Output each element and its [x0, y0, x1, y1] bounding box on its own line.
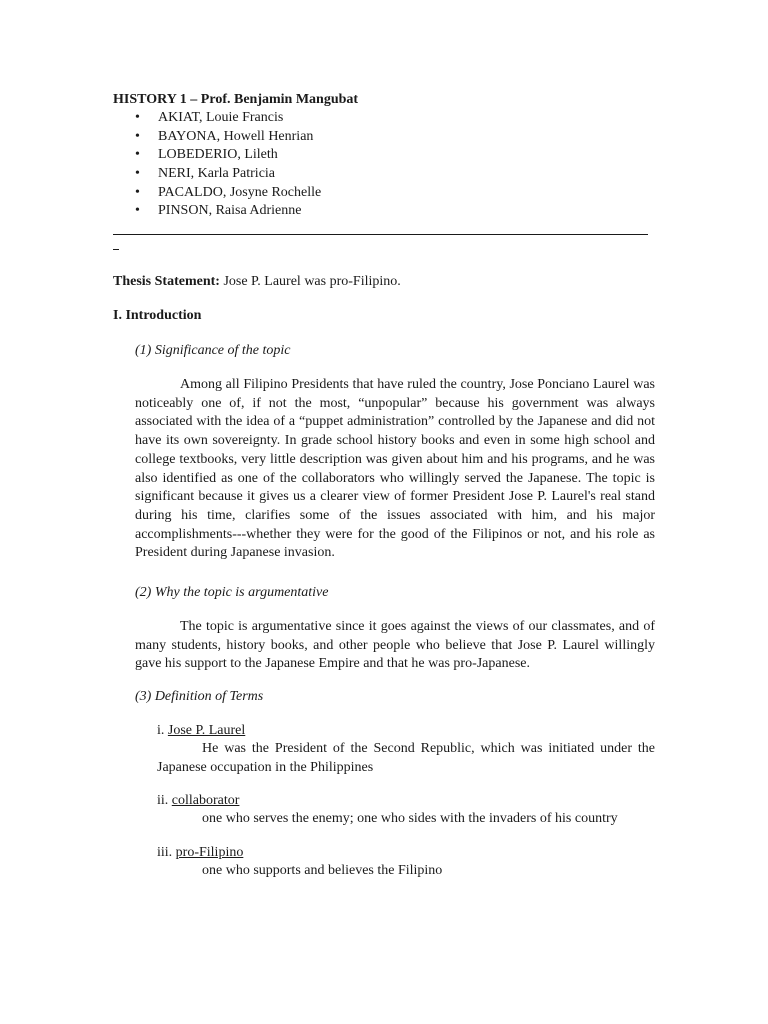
term-word: Jose P. Laurel: [167, 723, 246, 738]
list-item: [113, 202, 321, 221]
divider-tail: [113, 249, 119, 250]
term-numeral: ii.: [157, 793, 169, 808]
term-word: collaborator: [171, 793, 240, 808]
member-name: PACALDO, Josyne Rochelle: [158, 184, 322, 200]
bullet-icon: •: [135, 110, 140, 125]
horizontal-divider: [113, 234, 648, 235]
bullet-icon: •: [135, 166, 140, 182]
thesis-statement: [113, 273, 401, 292]
term-definition: He was the President of the Second Republic, which was initiated under the Japanese occupation in the Philippines: [157, 741, 655, 775]
thesis-text: Jose P. Laurel was pro-Filipino.: [223, 274, 401, 289]
definitions-heading: (3) Definition of Terms: [135, 689, 264, 704]
member-name: LOBEDERIO, Lileth: [158, 147, 278, 163]
significance-paragraph: Among all Filipino Presidents that have ruled the country, Jose Ponciano Laurel was noticeably one of, if not the most, “unpopular” because his government was always associated with the idea of a “puppet administration” controlled by the Japanese and did not have its own sovereignty. In grade school history books and even in some high school and college textbooks, very little description was given about him and his programs, and he was also identified as one of the collaborators who willingly served the Japanese. The topic is significant because it gives us a clearer view of former President Jose P. Laurel's real stand during his time, clarifies some of the issues associated with him, and his major accomplishments---whether they were for the good of the Filipinos or not, and his role as President during Japanese invasion.: [135, 377, 655, 561]
list-item: [113, 128, 321, 147]
list-item: [113, 165, 321, 184]
list-item: [113, 109, 321, 128]
term-item: [157, 722, 245, 741]
term-definition: one who serves the enemy; one who sides with the invaders of his country: [202, 811, 618, 826]
term-numeral: iii.: [157, 845, 173, 860]
term-item: [157, 844, 243, 863]
bullet-icon: •: [135, 184, 140, 200]
introduction-heading: I. Introduction: [113, 308, 202, 323]
bullet-icon: •: [135, 203, 140, 219]
list-item: [113, 146, 321, 165]
significance-heading: (1) Significance of the topic: [135, 343, 291, 358]
bullet-icon: •: [135, 128, 140, 144]
member-name: PINSON, Raisa Adrienne: [158, 203, 302, 219]
argumentative-heading: (2) Why the topic is argumentative: [135, 585, 329, 600]
bullet-icon: •: [135, 147, 140, 163]
member-name: AKIAT, Louie Francis: [158, 110, 284, 125]
term-word: pro-Filipino: [175, 845, 244, 860]
term-numeral: i.: [157, 723, 165, 738]
argumentative-paragraph: The topic is argumentative since it goes against the views of our classmates, and of many students, history books, and other people who believe that Jose P. Laurel willingly gave his support to the Japanese Empire and that he was pro-Japanese.: [135, 619, 655, 672]
list-item: [113, 184, 321, 203]
term-item: [157, 792, 239, 811]
group-member-list: [113, 109, 321, 221]
member-name: NERI, Karla Patricia: [158, 166, 276, 182]
thesis-label: Thesis Statement:: [113, 274, 220, 289]
member-name: BAYONA, Howell Henrian: [158, 128, 314, 144]
term-definition: one who supports and believes the Filipino: [202, 863, 443, 878]
document-title: HISTORY 1 – Prof. Benjamin Mangubat: [113, 92, 359, 107]
